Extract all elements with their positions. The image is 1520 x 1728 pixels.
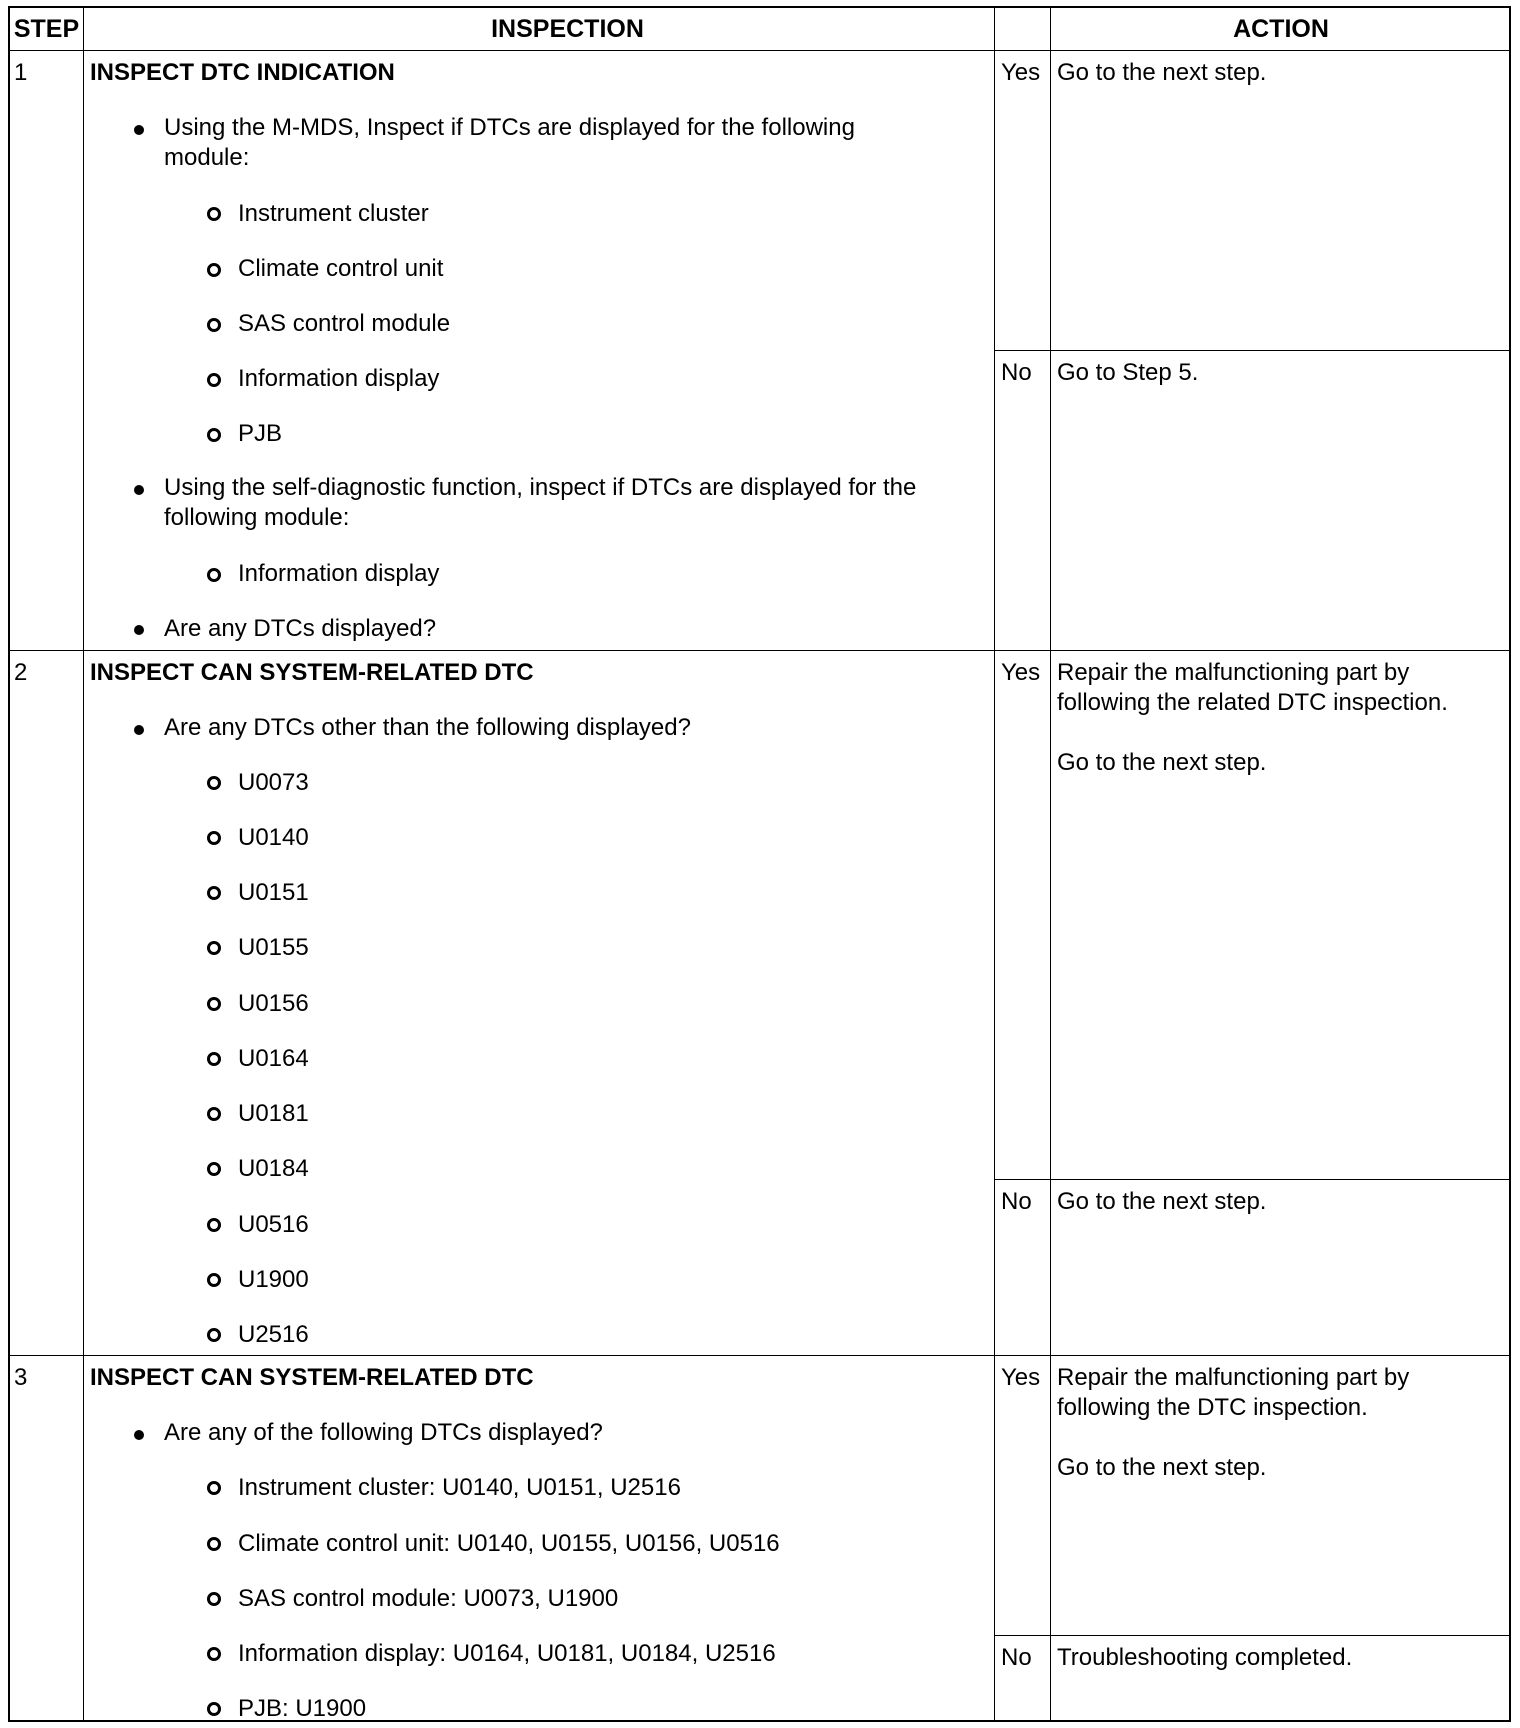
list-item: U1900 xyxy=(238,1266,309,1293)
list-item: U2516 xyxy=(238,1321,309,1348)
header-action: ACTION xyxy=(1233,15,1329,43)
yes-label: Yes xyxy=(1001,59,1041,86)
step-number: 1 xyxy=(14,59,28,86)
col-divider-yesno xyxy=(1050,8,1051,1720)
list-item: U0164 xyxy=(238,1045,309,1072)
circle-bullet-icon xyxy=(207,831,221,845)
bullet-icon xyxy=(134,1430,144,1440)
circle-bullet-icon xyxy=(207,1328,221,1342)
list-item: U0156 xyxy=(238,990,309,1017)
list-item: SAS control module xyxy=(238,310,451,337)
circle-bullet-icon xyxy=(207,1702,221,1716)
step-title: INSPECT DTC INDICATION xyxy=(90,59,395,86)
no-action: Go to the next step. xyxy=(1057,1188,1267,1215)
circle-bullet-icon xyxy=(207,1273,221,1287)
list-item: U0151 xyxy=(238,879,309,906)
step-title: INSPECT CAN SYSTEM-RELATED DTC xyxy=(90,659,534,686)
no-label: No xyxy=(1001,1188,1032,1215)
list-item: Climate control unit xyxy=(238,255,444,282)
bullet-icon xyxy=(134,485,144,495)
header-step: STEP xyxy=(13,15,80,43)
bullet-text: Are any of the following DTCs displayed? xyxy=(164,1419,603,1446)
list-item: PJB: U1900 xyxy=(238,1695,367,1722)
step1-yesno-divider xyxy=(995,350,1509,351)
yes-action-next: Go to the next step. xyxy=(1057,1454,1267,1481)
circle-bullet-icon xyxy=(207,263,221,277)
list-item: Instrument cluster xyxy=(238,200,429,227)
list-item: Climate control unit: U0140, U0155, U0156, U0516 xyxy=(238,1530,780,1557)
header-inspection: INSPECTION xyxy=(491,15,644,43)
list-item: U0155 xyxy=(238,934,309,961)
yes-action: Repair the malfunctioning part by following the related DTC inspection. xyxy=(1057,659,1448,716)
header-divider xyxy=(10,50,1509,51)
list-item: PJB xyxy=(238,420,283,447)
col-divider-step xyxy=(83,8,84,1720)
list-item: Information display xyxy=(238,365,440,392)
circle-bullet-icon xyxy=(207,318,221,332)
no-label: No xyxy=(1001,1644,1032,1671)
no-action: Go to Step 5. xyxy=(1057,359,1199,386)
list-item: U0140 xyxy=(238,824,309,851)
bullet-text: Using the self-diagnostic function, inspect if DTCs are displayed for the following module: xyxy=(164,474,917,531)
list-item: U0073 xyxy=(238,769,309,796)
yes-action-next: Go to the next step. xyxy=(1057,749,1267,776)
yes-label: Yes xyxy=(1001,659,1041,686)
list-item: Information display: U0164, U0181, U0184, U2516 xyxy=(238,1640,776,1667)
circle-bullet-icon xyxy=(207,1052,221,1066)
circle-bullet-icon xyxy=(207,428,221,442)
bullet-text: Are any DTCs other than the following displayed? xyxy=(164,714,691,741)
yes-action: Go to the next step. xyxy=(1057,59,1267,86)
circle-bullet-icon xyxy=(207,776,221,790)
circle-bullet-icon xyxy=(207,1162,221,1176)
circle-bullet-icon xyxy=(207,373,221,387)
no-action: Troubleshooting completed. xyxy=(1057,1644,1353,1671)
inspection-table xyxy=(8,6,1511,1722)
circle-bullet-icon xyxy=(207,941,221,955)
list-item: Information display xyxy=(238,560,440,587)
step-number: 2 xyxy=(14,659,28,686)
bullet-icon xyxy=(134,125,144,135)
col-divider-inspection xyxy=(994,8,995,1720)
circle-bullet-icon xyxy=(207,886,221,900)
row-divider-1 xyxy=(10,650,1509,651)
list-item: U0516 xyxy=(238,1211,309,1238)
no-label: No xyxy=(1001,359,1032,386)
step3-yesno-divider xyxy=(995,1635,1509,1636)
bullet-icon xyxy=(134,625,144,635)
circle-bullet-icon xyxy=(207,1107,221,1121)
list-item: U0184 xyxy=(238,1155,309,1182)
circle-bullet-icon xyxy=(207,1592,221,1606)
list-item: SAS control module: U0073, U1900 xyxy=(238,1585,619,1612)
circle-bullet-icon xyxy=(207,568,221,582)
step-title: INSPECT CAN SYSTEM-RELATED DTC xyxy=(90,1364,534,1391)
circle-bullet-icon xyxy=(207,1218,221,1232)
circle-bullet-icon xyxy=(207,1481,221,1495)
step-number: 3 xyxy=(14,1364,28,1391)
list-item: U0181 xyxy=(238,1100,309,1127)
yes-action: Repair the malfunctioning part by following the DTC inspection. xyxy=(1057,1364,1410,1421)
circle-bullet-icon xyxy=(207,997,221,1011)
bullet-text: Using the M-MDS, Inspect if DTCs are displayed for the following module: xyxy=(164,114,855,171)
row-divider-2 xyxy=(10,1355,1509,1356)
yes-label: Yes xyxy=(1001,1364,1041,1391)
circle-bullet-icon xyxy=(207,207,221,221)
list-item: Instrument cluster: U0140, U0151, U2516 xyxy=(238,1474,681,1501)
bullet-text: Are any DTCs displayed? xyxy=(164,615,437,642)
step2-yesno-divider xyxy=(995,1179,1509,1180)
circle-bullet-icon xyxy=(207,1537,221,1551)
circle-bullet-icon xyxy=(207,1647,221,1661)
bullet-icon xyxy=(134,725,144,735)
